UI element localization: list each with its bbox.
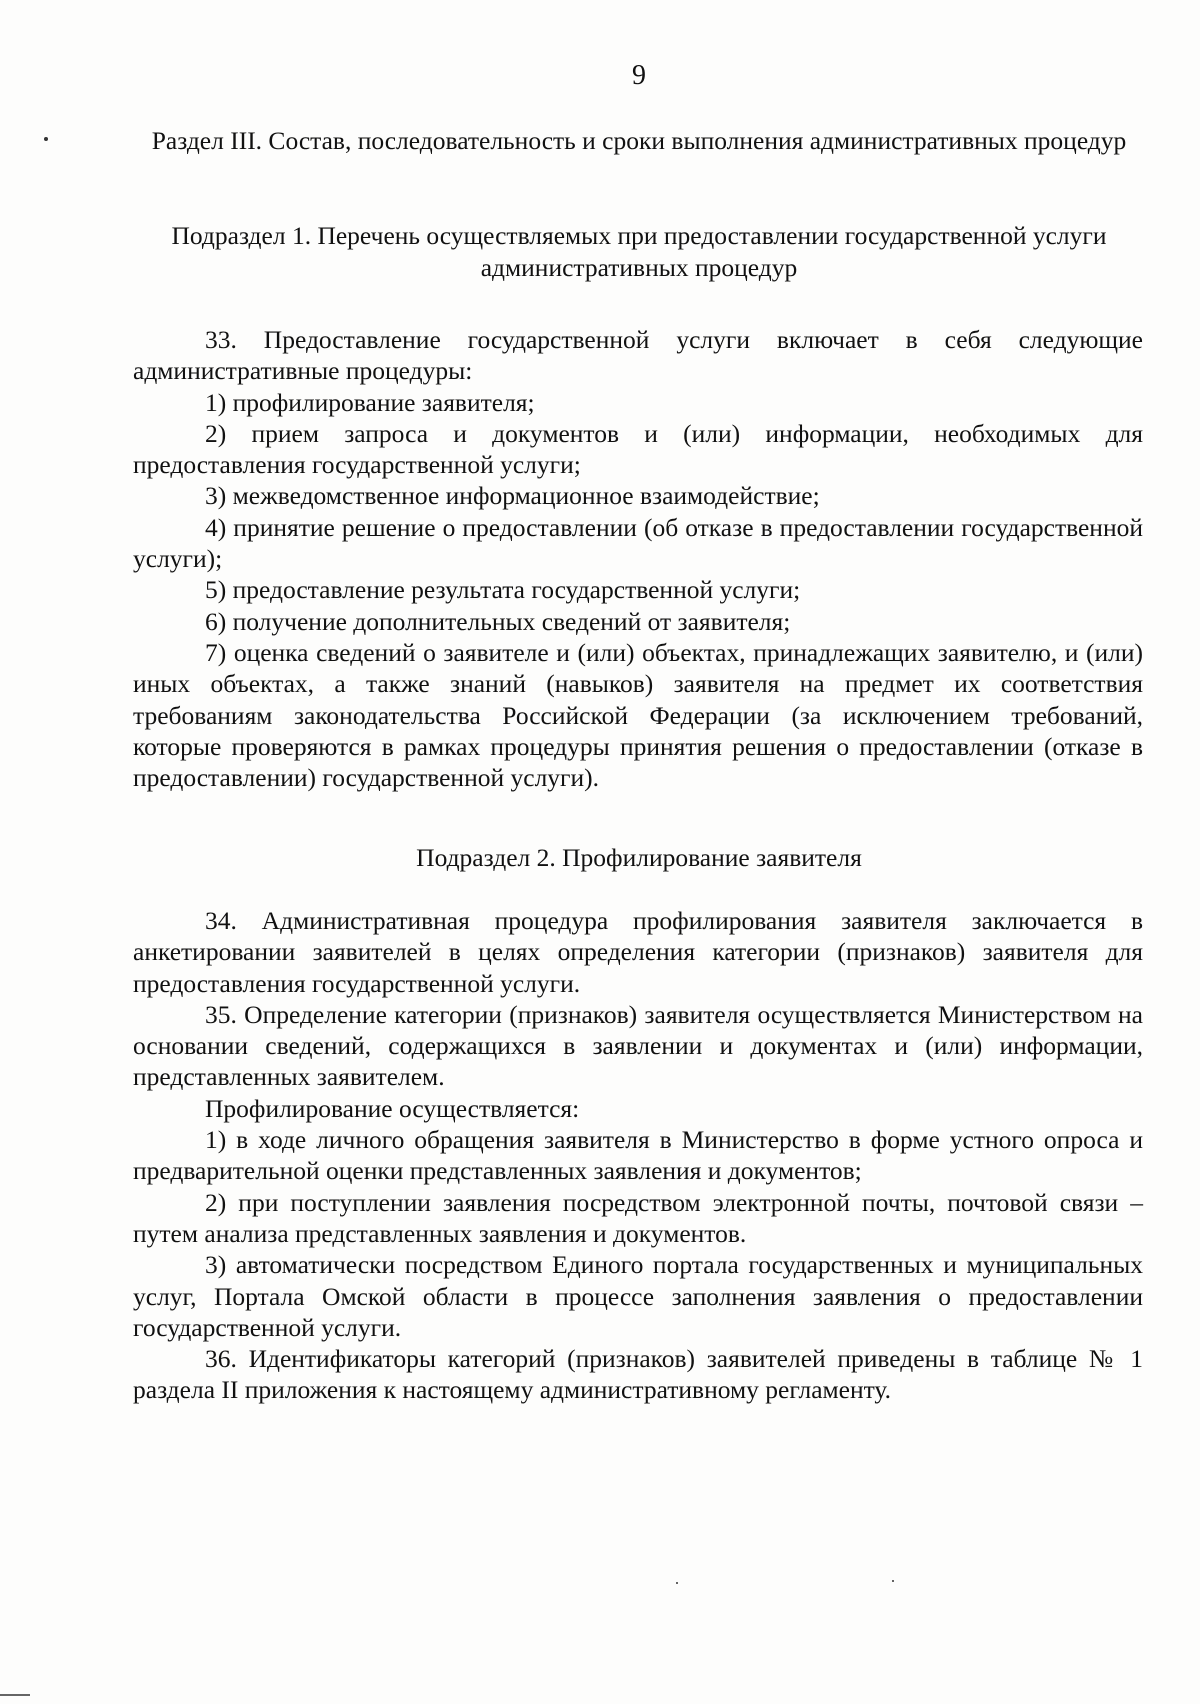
paragraph-34: 34. Административная процедура профилирования заявителя заключается в анкетировании заявителей в целях определения категории (признаков) заявителя для предоставления государственной услуги.: [133, 906, 1143, 998]
profiling-item-2: 2) при поступлении заявления посредством электронной почты, почтовой связи – путем анализа представленных заявления и документов.: [133, 1187, 1143, 1248]
paragraph-33: 33. Предоставление государственной услуги включает в себя следующие административные процедуры:: [133, 325, 1143, 386]
page-number: 9: [632, 60, 646, 91]
subsection-1-heading: Подраздел 1. Перечень осуществляемых при предоставлении государственной услуги административных процедур: [171, 221, 1107, 282]
scan-speck: [892, 1580, 894, 1582]
procedures-list-block: [133, 324, 1143, 793]
profiling-block: [133, 905, 1143, 1406]
scan-edge-mark: [0, 1694, 30, 1696]
paragraph-35: 35. Определение категории (признаков) заявителя осуществляется Министерством на основании сведений, содержащихся в заявлении и документах и (или) информации, представленных заявителем.: [133, 999, 1143, 1092]
list-item-4: 4) принятие решение о предоставлении (об отказе в предоставлении государственной услуги);: [133, 512, 1143, 574]
profiling-item-1: 1) в ходе личного обращения заявителя в Министерство в форме устного опроса и предварительной оценки представленных заявления и документов;: [133, 1125, 1143, 1186]
profiling-item-3: 3) автоматически посредством Единого портала государственных и муниципальных услуг, Портала Омской области в процессе заполнения заявления о предоставлении государственной услуги.: [133, 1250, 1143, 1342]
section-heading: Раздел III. Состав, последовательность и сроки выполнения административных процедур: [151, 126, 1127, 155]
subsection-2-heading: Подраздел 2. Профилирование заявителя: [416, 843, 862, 872]
list-item-2: 2) прием запроса и документов и (или) информации, необходимых для предоставления государственной услуги;: [133, 418, 1143, 480]
list-item-3: 3) межведомственное информационное взаимодействие;: [205, 481, 820, 511]
list-item-7: 7) оценка сведений о заявителе и (или) объектах, принадлежащих заявителю, и (или) иных объектах, а также знаний (навыков) заявителя на предмет их соответствия требованиям законодательства Российской Федерации (за исключением требований, которые проверяются в рамках процедуры принятия решения о предоставлении (отказе в предоставлении) государственной услуги).: [133, 637, 1143, 793]
scan-speck: [676, 1582, 678, 1584]
paragraph-36: 36. Идентификаторы категорий (признаков) заявителей приведены в таблице № 1 раздела II приложения к настоящему административному регламенту.: [133, 1344, 1143, 1405]
scan-speck: [44, 137, 48, 141]
profiling-intro: Профилирование осуществляется:: [205, 1093, 580, 1123]
list-item-1: 1) профилирование заявителя;: [205, 387, 535, 417]
list-item-5: 5) предоставление результата государственной услуги;: [205, 575, 801, 605]
list-item-6: 6) получение дополнительных сведений от заявителя;: [205, 606, 791, 636]
